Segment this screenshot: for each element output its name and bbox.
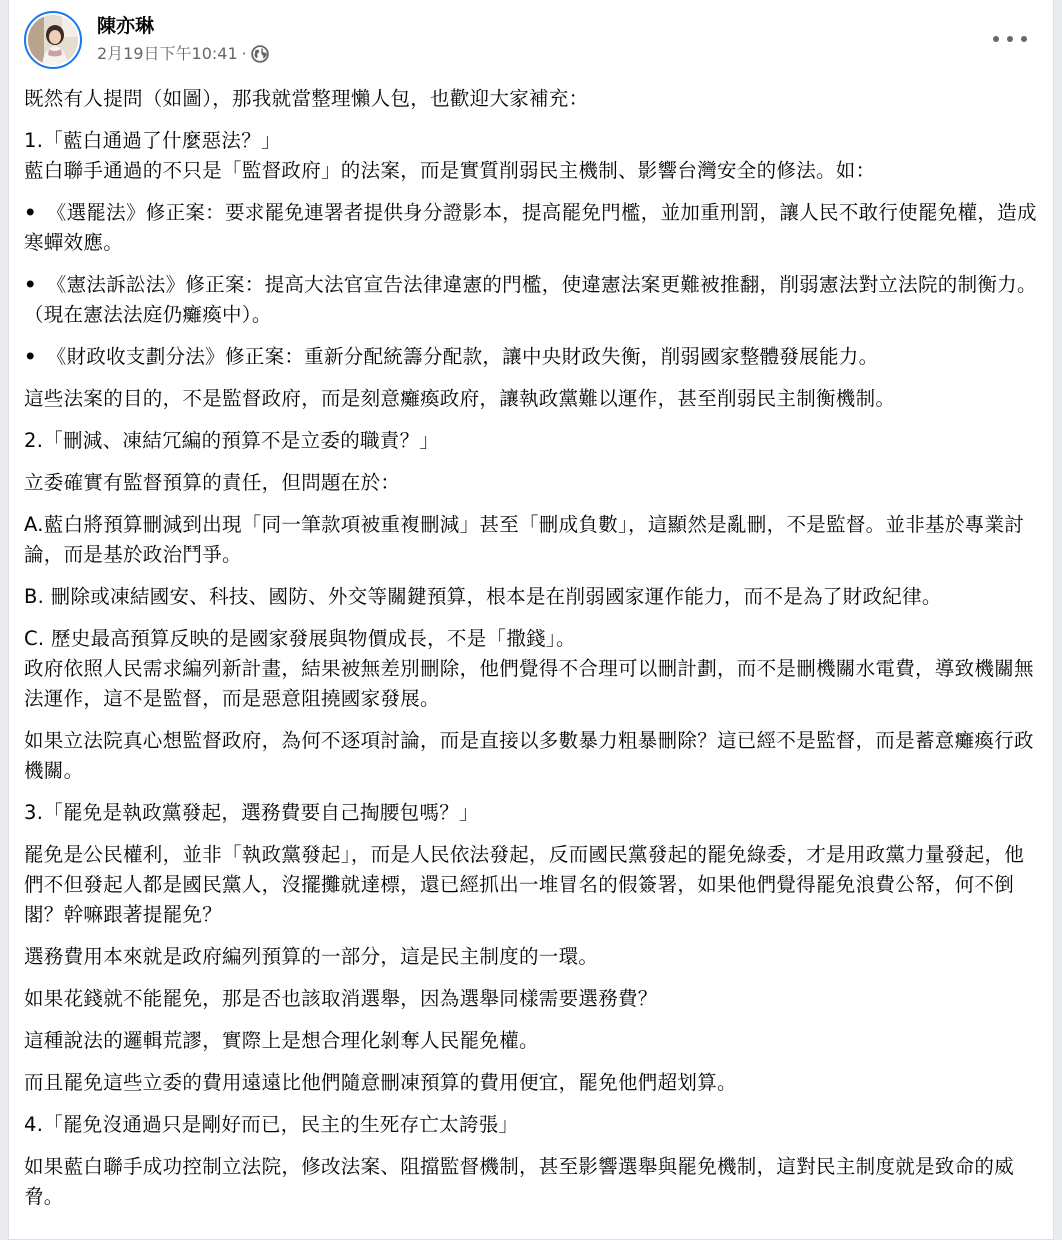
avatar[interactable] — [24, 11, 82, 69]
profile-photo-icon — [28, 15, 78, 65]
q1-bullet-3 — [24, 342, 1042, 372]
q4-title: 4.「罷免沒通過只是剛好而已，民主的生死存亡太誇張」 — [24, 1113, 519, 1136]
bullet-point — [24, 345, 47, 368]
q4-paragraph-1: 如果藍白聯手成功控制立法院，修改法案、阻擋監督機制，甚至影響選舉與罷免機制，這對民主制度就是致命的威脅。 — [24, 1155, 1015, 1208]
post-intro: 既然有人提問（如圖），那我就當整理懶人包，也歡迎大家補充： — [24, 87, 589, 110]
q3-title: 3.「罷免是執政黨發起，選務費要自己掏腰包嗎？」 — [24, 801, 479, 824]
bullet-text: 《財政收支劃分法》修正案：重新分配統籌分配款，讓中央財政失衡，削弱國家整體發展能力。 — [46, 345, 879, 368]
post-meta — [97, 43, 269, 65]
q2-point-b: B. 刪除或凍結國安、科技、國防、外交等關鍵預算，根本是在削弱國家運作能力，而不是為了財政紀律。 — [24, 585, 942, 608]
q3-paragraph-1: 罷免是公民權利，並非「執政黨發起」，而是人民依法發起，反而國民黨發起的罷免綠委，才是用政黨力量發起，他們不但發起人都是國民黨人，沒擺攤就達標，還已經抓出一堆冒名的假簽署，如果他們覺得罷免浪費公帑，何不倒閣？幹嘛跟著提罷免？ — [24, 843, 1025, 926]
more-options-icon[interactable] — [993, 26, 1027, 52]
q3-paragraph-2: 選務費用本來就是政府編列預算的一部分，這是民主制度的一環。 — [24, 945, 599, 968]
q1-conclusion: 這些法案的目的，不是監督政府，而是刻意癱瘓政府，讓執政黨難以運作，甚至削弱民主制衡機制。 — [24, 387, 896, 410]
more-dot — [1007, 36, 1013, 42]
q1-bullet-2 — [24, 270, 1042, 330]
q2-description: 立委確實有監督預算的責任，但問題在於： — [24, 471, 401, 494]
post-body — [24, 84, 1042, 1224]
q2-point-c-2: 政府依照人民需求編列新計畫，結果被無差別刪除，他們覺得不合理可以刪計劃，而不是刪機關水電費，導致機關無法運作，這不是監督，而是惡意阻撓國家發展。 — [24, 657, 1034, 710]
q1-title: 1.「藍白通過了什麼惡法？」 — [24, 129, 281, 152]
post-card — [8, 0, 1054, 1240]
avatar-illustration — [28, 15, 78, 65]
q2-point-c-1: C. 歷史最高預算反映的是國家發展與物價成長，不是「撒錢」。 — [24, 627, 576, 650]
q3-paragraph-5: 而且罷免這些立委的費用遠遠比他們隨意刪凍預算的費用便宜，罷免他們超划算。 — [24, 1071, 737, 1094]
post-timestamp[interactable]: 2月19日下午10:41 — [97, 44, 238, 63]
q1-description: 藍白聯手通過的不只是「監督政府」的法案，而是實質削弱民主機制、影響台灣安全的修法。如： — [24, 159, 876, 182]
meta-separator: · — [241, 44, 247, 63]
q2-point-a: A.藍白將預算刪減到出現「同一筆款項被重複刪減」甚至「刪成負數」，這顯然是亂刪，不是監督。並非基於專業討論，而是基於政治鬥爭。 — [24, 513, 1025, 566]
bullet-point — [24, 201, 47, 224]
globe-icon[interactable] — [251, 45, 269, 63]
q3-paragraph-4: 這種說法的邏輯荒謬，實際上是想合理化剝奪人民罷免權。 — [24, 1029, 539, 1052]
bullet-point — [24, 273, 47, 296]
bullet-text: 《選罷法》修正案：要求罷免連署者提供身分證影本，提高罷免門檻，並加重刑罰，讓人民不敢行使罷免權，造成寒蟬效應。 — [24, 201, 1037, 254]
author-name[interactable]: 陳亦琳 — [97, 15, 155, 37]
bullet-text: 《憲法訴訟法》修正案：提高大法官宣告法律違憲的門檻，使違憲法案更難被推翻，削弱憲法對立法院的制衡力。（現在憲法法庭仍癱瘓中）。 — [24, 273, 1037, 326]
more-dot — [993, 36, 999, 42]
post-header — [9, 0, 1053, 80]
q1-bullet-1 — [24, 198, 1042, 258]
q2-conclusion: 如果立法院真心想監督政府，為何不逐項討論，而是直接以多數暴力粗暴刪除？這已經不是監督，而是蓄意癱瘓行政機關。 — [24, 729, 1034, 782]
more-dot — [1021, 36, 1027, 42]
q3-paragraph-3: 如果花錢就不能罷免，那是否也該取消選舉，因為選舉同樣需要選務費？ — [24, 987, 658, 1010]
q2-title: 2.「刪減、凍結冗編的預算不是立委的職責？」 — [24, 429, 440, 452]
